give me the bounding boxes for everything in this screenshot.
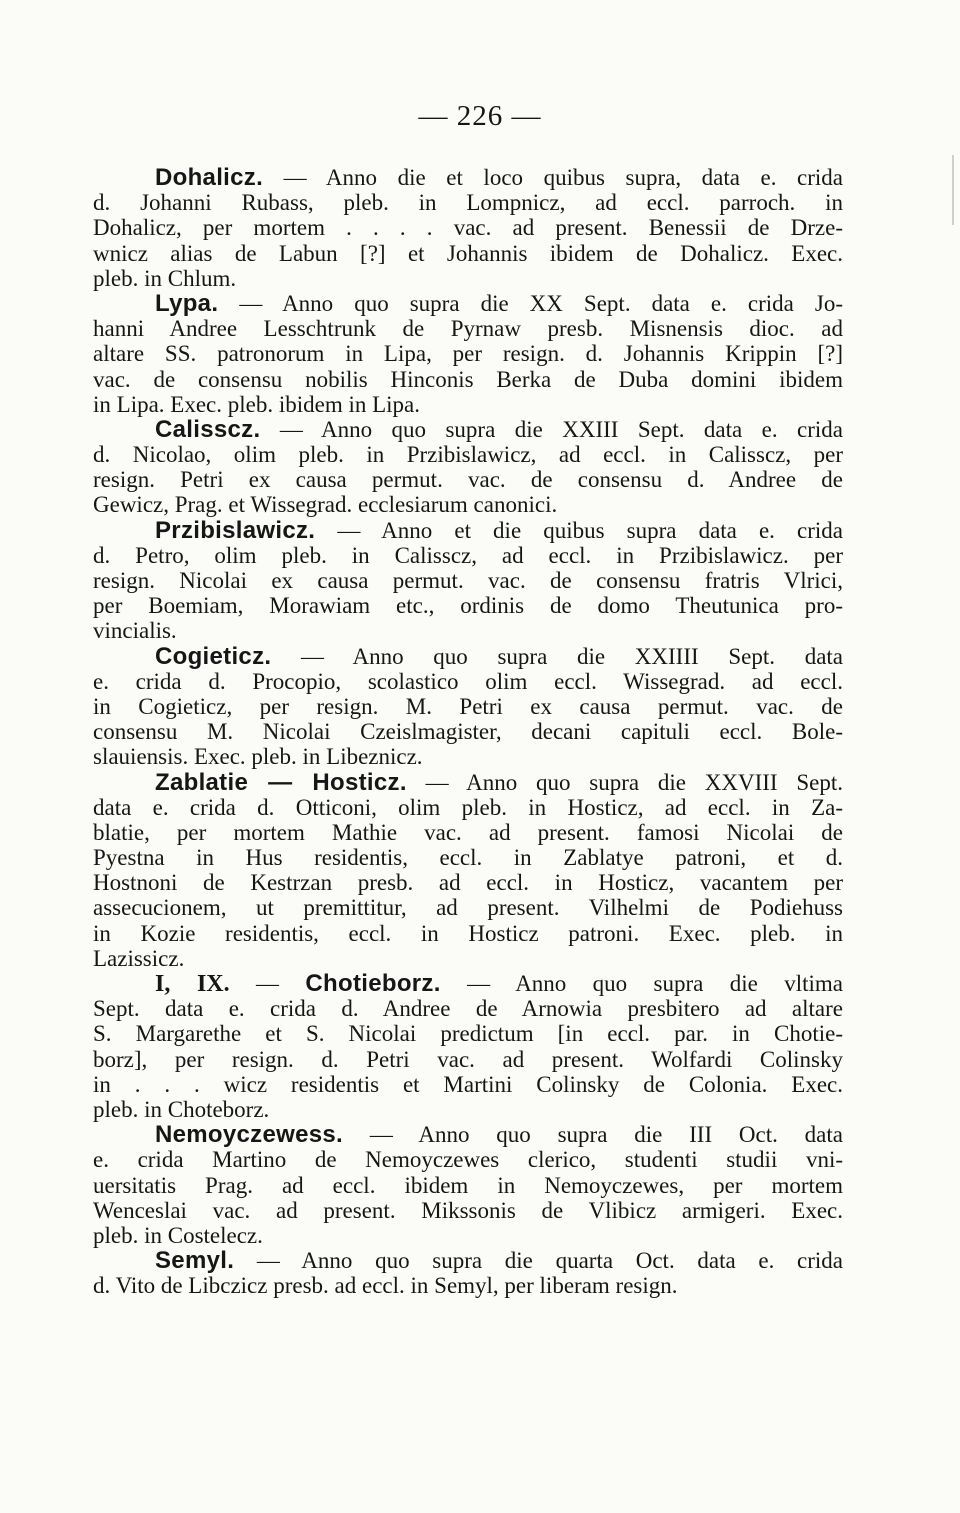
text-line: vincialis. xyxy=(93,618,177,644)
text-line: consensu M. Nicolai Czeislmagister, decani capituli eccl. Bole- xyxy=(93,719,843,745)
text-line: slauiensis. Exec. pleb. in Libeznicz. xyxy=(93,744,423,770)
text-line: d. Nicolao, olim pleb. in Przibislawicz, ad eccl. in Calisscz, per xyxy=(93,442,843,468)
entry-heading-line xyxy=(93,1122,843,1147)
text-line: d. Johanni Rubass, pleb. in Lompnicz, ad eccl. parroch. in xyxy=(93,190,843,216)
entry-heading-line xyxy=(93,644,843,669)
text-line: Dohalicz, per mortem . . . . vac. ad present. Benessii de Drze- xyxy=(93,215,843,241)
entry-heading-line xyxy=(93,165,843,190)
place-name-heading: Przibislawicz. xyxy=(155,516,316,544)
place-name-heading: Lypa. xyxy=(155,289,219,317)
place-name-heading: Zablatie — Hosticz. xyxy=(155,768,407,796)
text-line: blatie, per mortem Mathie vac. ad present. famosi Nicolai de xyxy=(93,819,843,845)
entry-heading-line xyxy=(93,417,843,442)
entry-heading-line xyxy=(93,971,843,996)
entry-text: — Anno die et loco quibus supra, data e. crida xyxy=(263,165,843,190)
entry-text: — Anno quo supra die III Oct. data xyxy=(343,1122,843,1148)
entry-heading-line xyxy=(93,518,843,543)
text-line: uersitatis Prag. ad eccl. ibidem in Nemoyczewes, per mortem xyxy=(93,1172,843,1198)
text-line: Gewicz, Prag. et Wissegrad. ecclesiarum canonici. xyxy=(93,492,558,518)
text-line: Sept. data e. crida d. Andree de Arnowia presbitero ad altare xyxy=(93,996,843,1022)
entry-heading-line xyxy=(93,291,843,316)
text-line: in Lipa. Exec. pleb. ibidem in Lipa. xyxy=(93,391,421,417)
text-line: in Kozie residentis, eccl. in Hosticz patroni. Exec. pleb. in xyxy=(93,920,843,946)
dash: — xyxy=(229,971,306,996)
place-name-heading: Semyl. xyxy=(155,1247,235,1275)
margin-rule xyxy=(952,155,954,225)
entry-text: — Anno quo supra die XXIIII Sept. data xyxy=(271,643,843,669)
text-line: Hostnoni de Kestrzan presb. ad eccl. in Hosticz, vacantem per xyxy=(93,870,843,896)
entry-heading-line xyxy=(93,770,843,795)
text-line: data e. crida d. Otticoni, olim pleb. in Hosticz, ad eccl. in Za- xyxy=(93,794,843,820)
text-block xyxy=(93,165,843,1298)
entry-text: — Anno quo supra die quarta Oct. data e. crida xyxy=(234,1248,843,1274)
text-line: Wenceslai vac. ad present. Mikssonis de Vlibicz armigeri. Exec. xyxy=(93,1197,843,1223)
entry-heading-line xyxy=(93,1248,843,1273)
text-line: hanni Andree Lesschtrunk de Pyrnaw presb. Misnensis dioc. ad xyxy=(93,316,843,342)
date-marker: I, IX. xyxy=(155,971,230,997)
entry-text: — Anno et die quibus supra data e. crida xyxy=(315,517,843,543)
text-line: pleb. in Chlum. xyxy=(93,265,237,291)
text-line: pleb. in Choteborz. xyxy=(93,1096,270,1122)
text-line: in . . . wicz residentis et Martini Colinsky de Colonia. Exec. xyxy=(93,1071,843,1097)
place-name-heading: Dohalicz. xyxy=(155,164,264,191)
entry-text: — Anno quo supra die vltima xyxy=(440,971,844,996)
page-number: — 226 — xyxy=(418,100,542,132)
text-line: e. crida d. Procopio, scolastico olim eccl. Wissegrad. ad eccl. xyxy=(93,668,843,694)
text-line: borz], per resign. d. Petri vac. ad present. Wolfardi Colinsky xyxy=(93,1046,843,1072)
text-line: wnicz alias de Labun [?] et Johannis ibidem de Dohalicz. Exec. xyxy=(93,240,843,266)
text-line: per Boemiam, Morawiam etc., ordinis de domo Theutunica pro- xyxy=(93,593,843,619)
text-line: Lazissicz. xyxy=(93,945,185,971)
text-line: S. Margarethe et S. Nicolai predictum [in eccl. par. in Chotie- xyxy=(93,1021,843,1047)
place-name-heading: Cogieticz. xyxy=(155,642,272,670)
place-name-heading: Calisscz. xyxy=(155,415,261,443)
text-line: resign. Petri ex causa permut. vac. de consensu d. Andree de xyxy=(93,467,843,493)
place-name-heading: Nemoyczewess. xyxy=(155,1121,344,1149)
entry-text: — Anno quo supra die XXVIII Sept. xyxy=(406,769,843,795)
text-line: d. Petro, olim pleb. in Calisscz, ad eccl. in Przibislawicz. per xyxy=(93,542,843,568)
place-name-heading: Chotieborz. xyxy=(305,970,441,997)
text-line: pleb. in Costelecz. xyxy=(93,1222,263,1248)
text-line: e. crida Martino de Nemoyczewes clerico, studenti studii vni- xyxy=(93,1147,843,1173)
entry-text: — Anno quo supra die XX Sept. data e. crida Jo- xyxy=(218,290,843,316)
text-line: Pyestna in Hus residentis, eccl. in Zablatye patroni, et d. xyxy=(93,845,843,871)
text-line: resign. Nicolai ex causa permut. vac. de consensu fratris Vlrici, xyxy=(93,568,843,593)
text-line: d. Vito de Libczicz presb. ad eccl. in Semyl, per liberam resign. xyxy=(93,1273,678,1299)
text-line: vac. de consensu nobilis Hinconis Berka de Duba domini ibidem xyxy=(93,366,843,392)
entry-text: — Anno quo supra die XXIII Sept. data e. crida xyxy=(260,416,843,442)
text-line: in Cogieticz, per resign. M. Petri ex causa permut. vac. de xyxy=(93,693,843,719)
text-line: assecucionem, ut premittitur, ad present. Vilhelmi de Podiehuss xyxy=(93,895,843,921)
text-line: altare SS. patronorum in Lipa, per resign. d. Johannis Krippin [?] xyxy=(93,341,843,367)
